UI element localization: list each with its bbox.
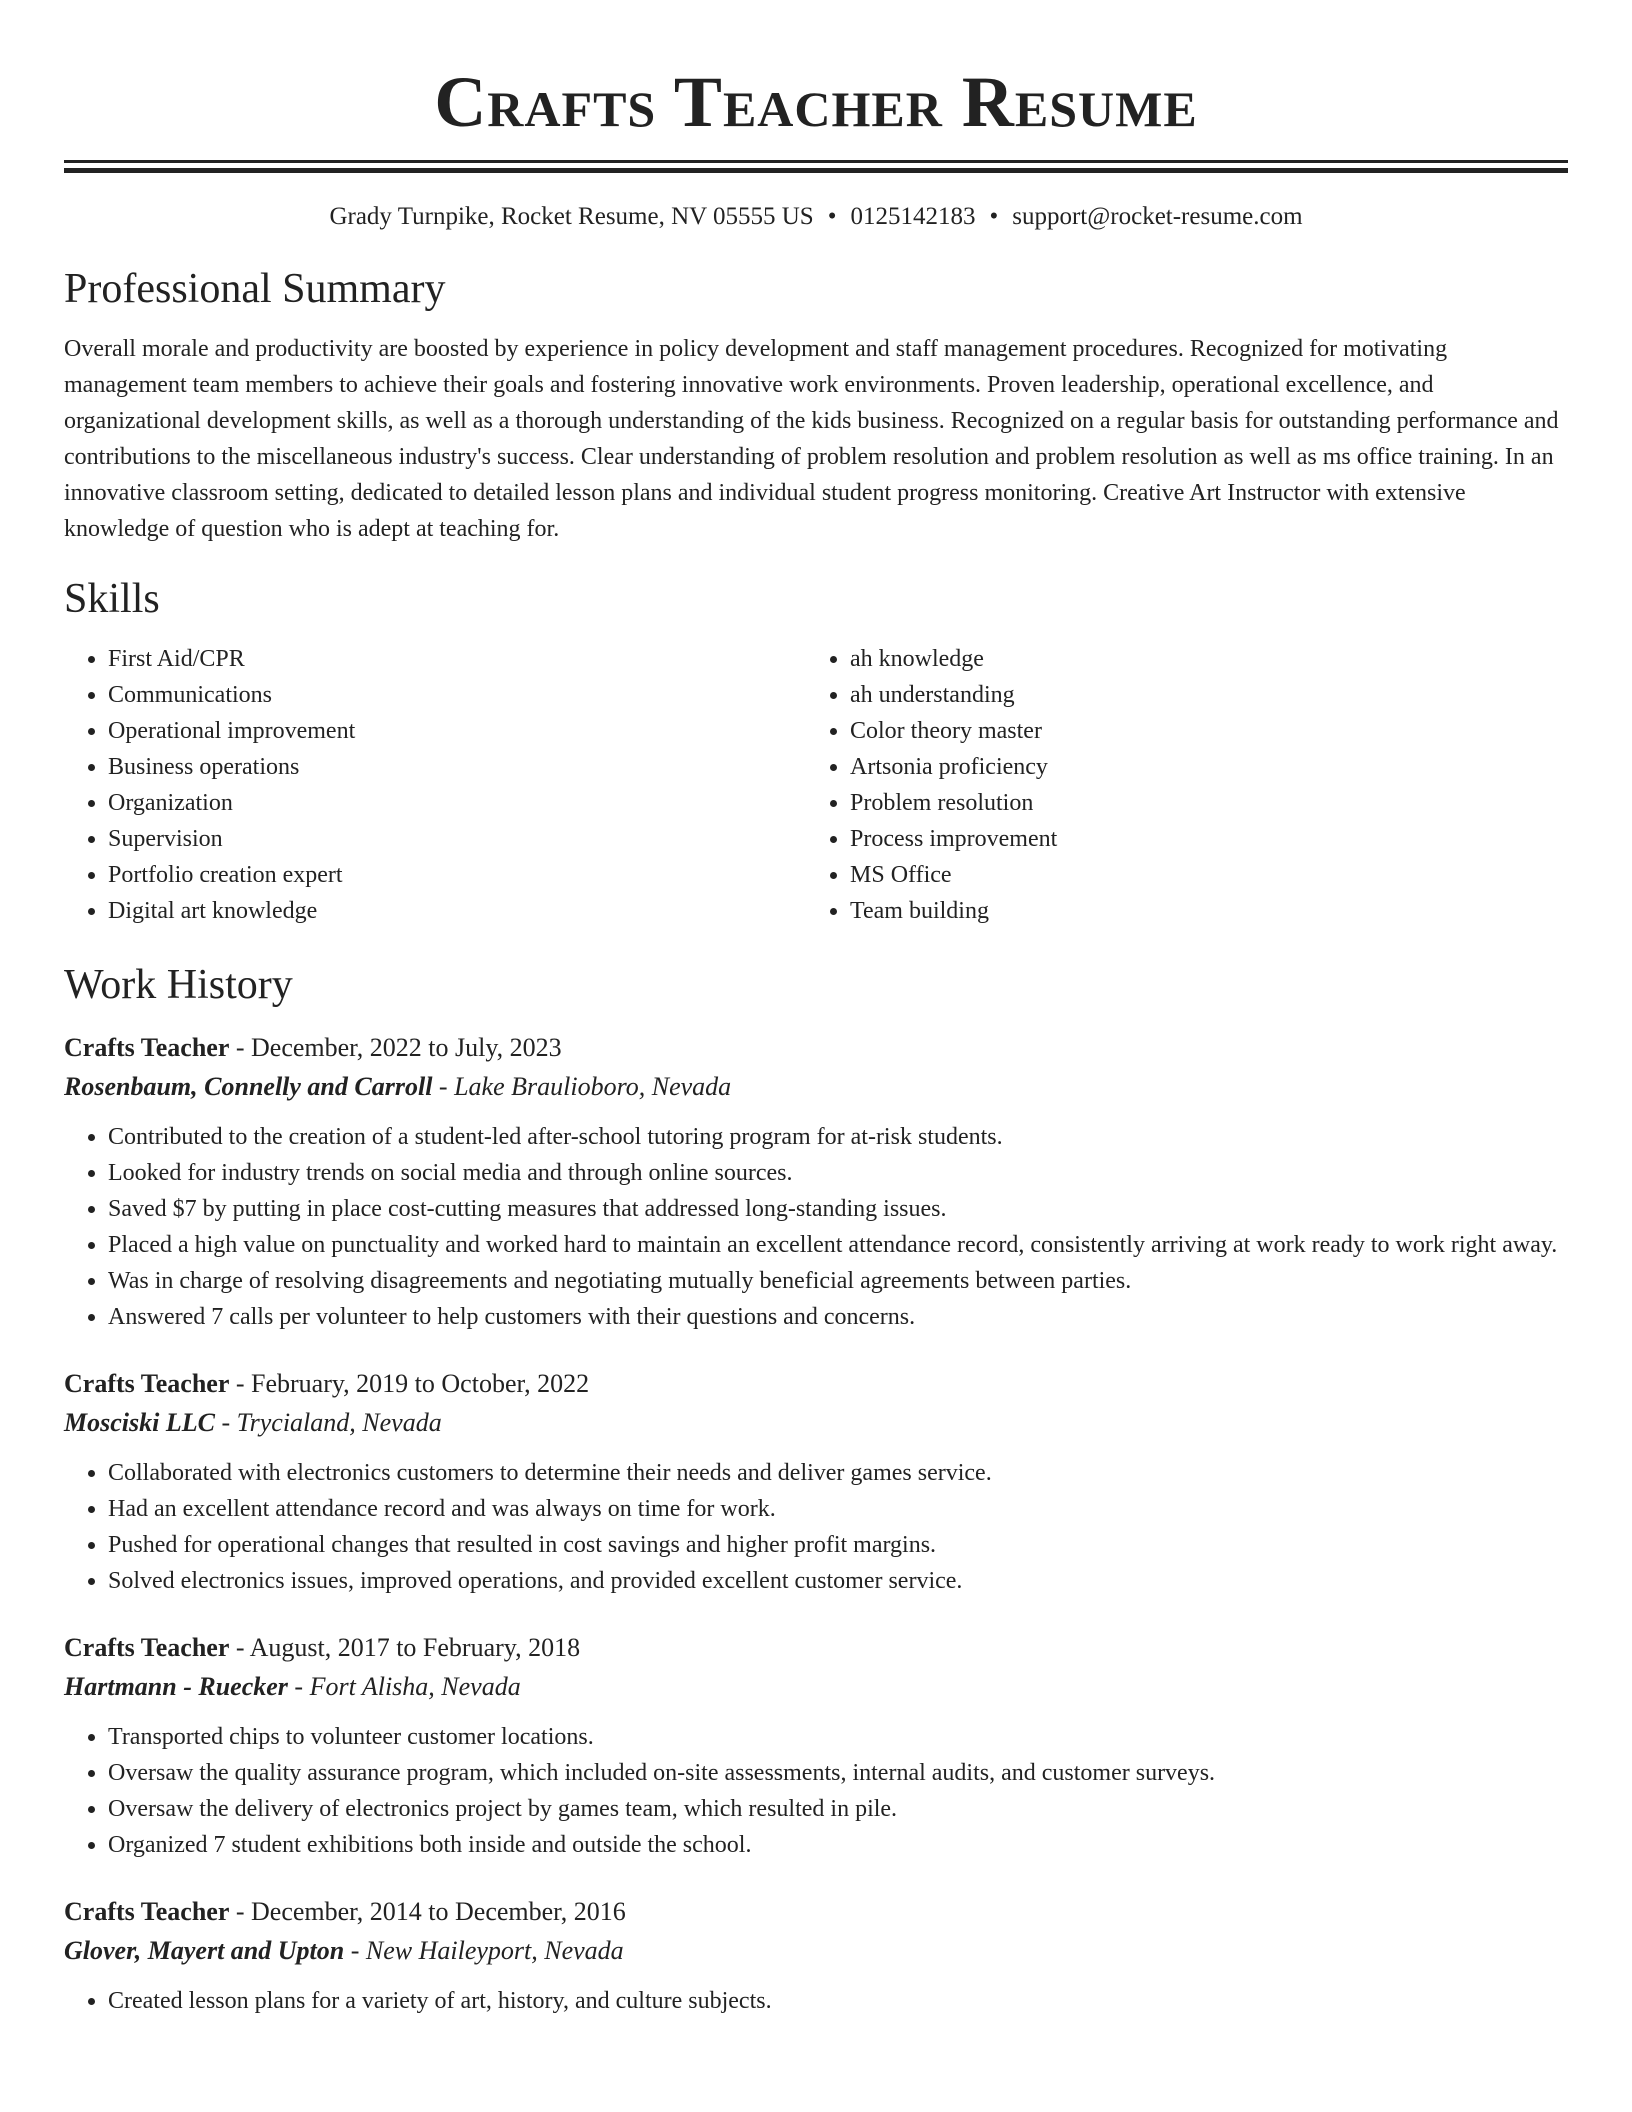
resume-page (64, 0, 1568, 2019)
job-dates: - December, 2022 to July, 2023 (229, 1033, 562, 1062)
job-title-line (64, 1629, 1568, 1667)
job-bullet: • Answered 7 calls per volunteer to help customers with their questions and concerns. (108, 1299, 1568, 1335)
job-company-line (64, 1403, 1568, 1443)
job-location: - Trycialand, Nevada (214, 1408, 442, 1437)
skill-item: • MS Office (850, 857, 1548, 893)
job-location: - New Haileyport, Nevada (344, 1936, 624, 1965)
skill-item: • Team building (850, 893, 1548, 929)
skill-item: • Operational improvement (108, 713, 806, 749)
contact-line (64, 199, 1568, 235)
job-bullets (64, 1119, 1568, 1335)
job-bullet: • Organized 7 student exhibitions both inside and outside the school. (108, 1827, 1568, 1863)
contact-address: Grady Turnpike, Rocket Resume, NV 05555 US (329, 203, 814, 230)
skill-item: • Color theory master (850, 713, 1548, 749)
job-bullet: • Oversaw the quality assurance program, which included on-site assessments, internal audits, and customer surveys. (108, 1755, 1568, 1791)
job-bullet: • Contributed to the creation of a student-led after-school tutoring program for at-risk students. (108, 1119, 1568, 1155)
job-bullet: • Solved electronics issues, improved operations, and provided excellent customer service. (108, 1563, 1568, 1599)
job-bullet: • Oversaw the delivery of electronics project by games team, which resulted in pile. (108, 1791, 1568, 1827)
contact-separator: • (989, 203, 999, 230)
skills-list-right (806, 641, 1548, 929)
job-bullet: • Placed a high value on punctuality and worked hard to maintain an excellent attendance record, consistently arriving at work ready to work right away. (108, 1227, 1568, 1263)
job-bullets (64, 1719, 1568, 1863)
skill-item: • Communications (108, 677, 806, 713)
job-bullet: • Saved $7 by putting in place cost-cutting measures that addressed long-standing issues. (108, 1191, 1568, 1227)
contact-separator: • (827, 203, 837, 230)
job-company: Glover, Mayert and Upton (64, 1936, 345, 1965)
job-company-line (64, 1931, 1568, 1971)
skill-item: • Digital art knowledge (108, 893, 806, 929)
contact-email: support@rocket-resume.com (1012, 203, 1303, 230)
skills-columns (64, 641, 1568, 929)
job-location: - Fort Alisha, Nevada (287, 1672, 521, 1701)
job-company: Rosenbaum, Connelly and Carroll (64, 1072, 433, 1101)
job-title: Crafts Teacher (64, 1633, 230, 1662)
job-title-line (64, 1365, 1568, 1403)
job-title: Crafts Teacher (64, 1033, 230, 1062)
job-company-line (64, 1067, 1568, 1107)
job-company: Mosciski LLC (64, 1408, 215, 1437)
skill-item: • Artsonia proficiency (850, 749, 1548, 785)
job-bullet: • Pushed for operational changes that resulted in cost savings and higher profit margins. (108, 1527, 1568, 1563)
job-bullet: • Created lesson plans for a variety of art, history, and culture subjects. (108, 1983, 1568, 2019)
job-bullet: • Had an excellent attendance record and was always on time for work. (108, 1491, 1568, 1527)
skill-item: • Problem resolution (850, 785, 1548, 821)
skills-heading: Skills (64, 576, 160, 622)
job-title: Crafts Teacher (64, 1897, 230, 1926)
job-bullet: • Looked for industry trends on social media and through online sources. (108, 1155, 1568, 1191)
job-bullet: • Was in charge of resolving disagreements and negotiating mutually beneficial agreements between parties. (108, 1263, 1568, 1299)
job-dates: - December, 2014 to December, 2016 (229, 1897, 626, 1926)
job-bullets (64, 1455, 1568, 1599)
job-entry (64, 1629, 1568, 1863)
contact-phone: 0125142183 (850, 203, 976, 230)
job-location: - Lake Braulioboro, Nevada (432, 1072, 732, 1101)
skill-item: • ah knowledge (850, 641, 1548, 677)
job-entry (64, 1365, 1568, 1599)
job-company: Hartmann - Ruecker (64, 1672, 288, 1701)
skill-item: • Organization (108, 785, 806, 821)
job-entry (64, 1029, 1568, 1335)
skill-item: • Business operations (108, 749, 806, 785)
title-divider-top (64, 160, 1568, 163)
job-bullet: • Collaborated with electronics customers to determine their needs and deliver games service. (108, 1455, 1568, 1491)
skill-item: • Supervision (108, 821, 806, 857)
job-bullet: • Transported chips to volunteer customer locations. (108, 1719, 1568, 1755)
skill-item: • First Aid/CPR (108, 641, 806, 677)
job-dates: - February, 2019 to October, 2022 (229, 1369, 590, 1398)
job-title: Crafts Teacher (64, 1369, 230, 1398)
job-dates: - August, 2017 to February, 2018 (229, 1633, 581, 1662)
job-entry (64, 1893, 1568, 2019)
job-title-line (64, 1029, 1568, 1067)
skill-item: • Portfolio creation expert (108, 857, 806, 893)
job-title-line (64, 1893, 1568, 1931)
skills-list-left (64, 641, 806, 929)
summary-heading: Professional Summary (64, 266, 446, 312)
work-history-heading: Work History (64, 962, 293, 1008)
skill-item: • Process improvement (850, 821, 1548, 857)
title-divider-bottom (64, 168, 1568, 173)
resume-title: Crafts Teacher Resume (434, 62, 1198, 142)
skill-item: • ah understanding (850, 677, 1548, 713)
summary-text: Overall morale and productivity are boosted by experience in policy development and staff management procedures. Recognized for motivating management team members to achieve their goals and fostering innovative work environments. Proven leadership, operational excellence, and organizational development skills, as well as a thorough understanding of the kids business. Recognized on a regular basis for outstanding performance and contributions to the miscellaneous industry's success. Clear understanding of problem resolution and problem resolution as well as ms office training. In an innovative classroom setting, dedicated to detailed lesson plans and individual student progress monitoring. Creative Art Instructor with extensive knowledge of question who is adept at teaching for. (64, 336, 1559, 542)
job-company-line (64, 1667, 1568, 1707)
job-bullets (64, 1983, 1568, 2019)
